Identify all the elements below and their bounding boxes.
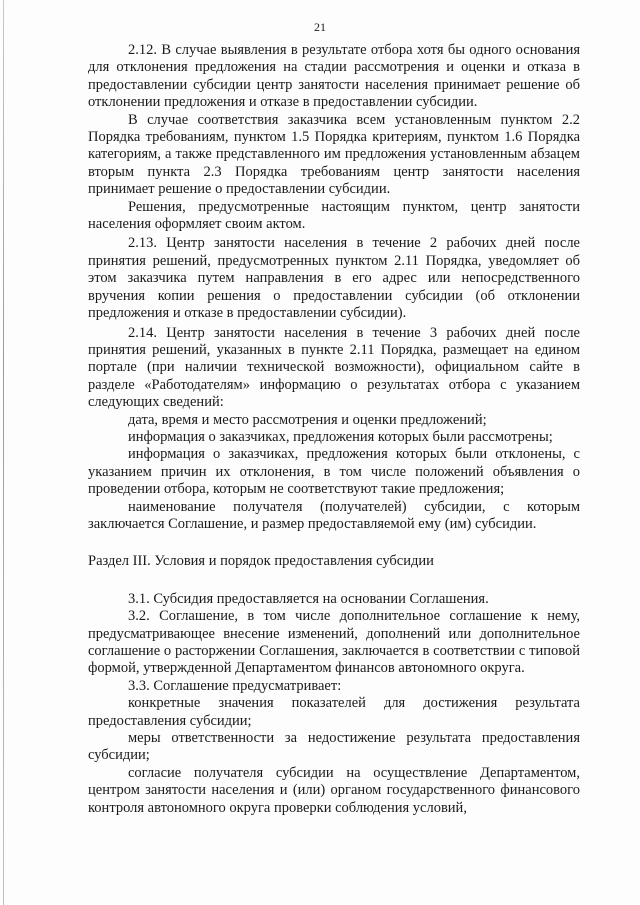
- scan-edge: [3, 0, 4, 905]
- paragraph-compliance: В случае соответствия заказчика всем установленным пунктом 2.2 Порядка требованиям, пунктом 1.5 Порядка критериям, пунктом 1.6 Порядка категориям, а также представленного им предложения установленным абзацем вторым пункта 2.3 Порядка требованиям центр занятости населения принимает решение о предоставлении субсидии.: [88, 111, 580, 198]
- paragraph-3-3: 3.3. Соглашение предусматривает:: [128, 677, 342, 694]
- paragraph-2-13: 2.13. Центр занятости населения в течение 2 рабочих дней после принятия решений, предусмотренных пунктом 2.11 Порядка, уведомляет об этом заказчика путем направления в его адрес или непосредственного вручения копии решения о предоставлении субсидии (об отклонении предложения и отказе в предоставлении субсидии).: [88, 235, 580, 322]
- list-item-recipient: наименование получателя (получателей) субсидии, с которым заключается Соглашение, и размер предоставляемой ему (им) субсидии.: [88, 498, 580, 532]
- page-number: 21: [314, 20, 326, 34]
- paragraph-3-1: 3.1. Субсидия предоставляется на основании Соглашения.: [128, 590, 489, 607]
- paragraph-3-2: 3.2. Соглашение, в том числе дополнительное соглашение к нему, предусматривающее внесение изменений, дополнений или дополнительное соглашение о расторжении Соглашения, заключается в соответствии с типовой формой, утвержденной Департаментом финансов автономного округа.: [88, 608, 580, 677]
- section-heading: Раздел III. Условия и порядок предоставления субсидии: [88, 553, 434, 570]
- document-body: [88, 42, 580, 817]
- list-item-responsibility: меры ответственности за недостижение результата предоставления субсидии;: [88, 730, 580, 764]
- paragraph-2-12: 2.12. В случае выявления в результате отбора хотя бы одного основания для отклонения предложения на стадии рассмотрения и оценки и отказа в предоставлении субсидии центр занятости населения принимает решение об отклонении предложения и отказе в предоставлении субсидии.: [88, 42, 580, 111]
- list-item-date: дата, время и место рассмотрения и оценки предложений;: [128, 411, 487, 428]
- list-item-indicators: конкретные значения показателей для достижения результата предоставления субсидии;: [88, 695, 580, 729]
- list-item-rejected: информация о заказчиках, предложения которых были отклонены, с указанием причин их отклонения, в том числе положений объявления о проведении отбора, которым не соответствуют такие предложения;: [88, 446, 580, 498]
- paragraph-2-14: 2.14. Центр занятости населения в течение 3 рабочих дней после принятия решений, указанных в пункте 2.11 Порядка, размещает на едином портале (при наличии технической возможности), официальном сайте в разделе «Работодателям» информацию о результатах отбора с указанием следующих сведений:: [88, 324, 580, 411]
- paragraph-decisions-act: Решения, предусмотренные настоящим пунктом, центр занятости населения оформляет своим актом.: [88, 198, 580, 233]
- list-item-consent: согласие получателя субсидии на осуществление Департаментом, центром занятости населения и (или) органом государственного финансового контроля автономного округа проверки соблюдения условий,: [88, 764, 580, 816]
- list-item-reviewed: информация о заказчиках, предложения которых были рассмотрены;: [128, 428, 553, 445]
